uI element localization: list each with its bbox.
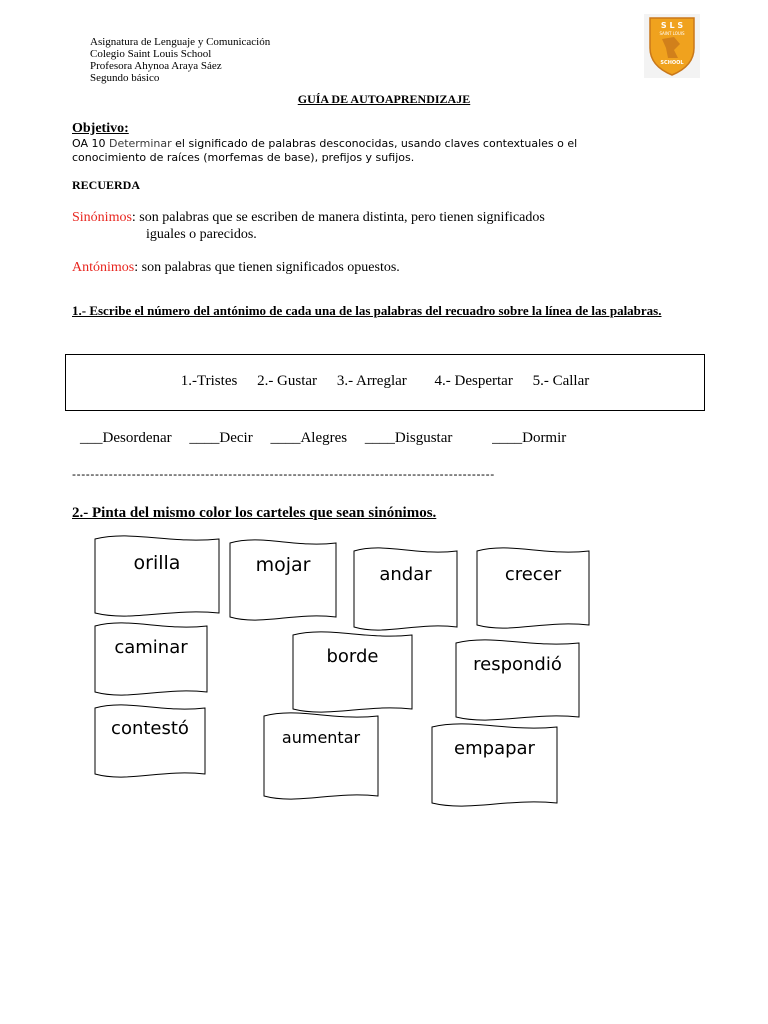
objective-code: OA 10 [72, 137, 106, 150]
school-logo [644, 14, 700, 78]
remember-heading: RECUERDA [72, 178, 141, 192]
blank-word[interactable]: ____Decir [189, 430, 253, 446]
exercise2-instruction: 2.- Pinta del mismo color los carteles que sean sinónimos. [72, 505, 437, 521]
antonyms-term: Antónimos [72, 260, 135, 275]
box-word: 2.- Gustar [257, 373, 318, 389]
box-word: 3.- Arreglar [336, 373, 407, 389]
word-card-label: empapar [454, 738, 535, 759]
word-card[interactable] [476, 546, 590, 630]
blank-word[interactable]: ____Disgustar [364, 430, 453, 446]
word-card[interactable] [263, 711, 379, 801]
teacher-line: Profesora Ahynoa Araya Sáez [90, 60, 222, 72]
word-card-label: orilla [133, 552, 181, 574]
blank-words-row [80, 430, 580, 447]
box-word: 5.- Callar [532, 373, 590, 389]
word-card[interactable] [94, 534, 220, 618]
exercise1-instruction: 1.- Escribe el número del antónimo de cada una de las palabras del recuadro sobre la línea de las palabras. [72, 303, 662, 318]
word-box [65, 354, 705, 411]
box-word: 1.-Tristes [180, 373, 238, 389]
objective-body: el significado de palabras desconocidas, usando claves contextuales o el conocimiento de raíces (morfemas de base), prefijos y sufijos. [72, 137, 578, 164]
svg-text:SAINT LOUIS: SAINT LOUIS [659, 31, 685, 36]
word-card[interactable] [431, 722, 558, 808]
blank-word[interactable]: ____Dormir [492, 430, 567, 446]
word-card[interactable] [94, 621, 208, 697]
word-card-label: aumentar [281, 728, 361, 747]
svg-text:SCHOOL: SCHOOL [660, 60, 684, 66]
synonyms-definition-cont: iguales o parecidos. [146, 227, 257, 242]
word-card-label: crecer [504, 564, 562, 585]
blank-word[interactable]: ___Desordenar [80, 430, 172, 446]
synonyms-text: : son palabras que se escriben de manera distinta, pero tienen significados [131, 210, 545, 225]
antonyms-definition [72, 259, 400, 276]
separator-line: -------------------------------------------------------------------------------------------- [72, 467, 495, 481]
objective-heading: Objetivo: [72, 121, 129, 136]
page-title: GUÍA DE AUTOAPRENDIZAJE [297, 92, 471, 106]
subject-line: Asignatura de Lenguaje y Comunicación [90, 36, 271, 48]
synonyms-definition [72, 209, 545, 226]
box-word: 4.- Despertar [434, 373, 513, 389]
school-line: Colegio Saint Louis School [90, 48, 212, 60]
objective-text [72, 137, 642, 165]
header-info [90, 36, 270, 84]
word-card[interactable] [455, 638, 580, 722]
word-card-label: contestó [111, 718, 189, 739]
blank-word[interactable]: ____Alegres [270, 430, 348, 446]
word-card-label: andar [379, 564, 432, 585]
objective-verb: Determinar [108, 137, 172, 150]
grade-line: Segundo básico [90, 72, 160, 84]
word-card[interactable] [229, 538, 337, 622]
svg-text:S L S: S L S [660, 21, 684, 30]
synonyms-term: Sinónimos [72, 210, 132, 225]
word-card[interactable] [353, 546, 458, 632]
word-card[interactable] [292, 630, 413, 714]
word-card-label: mojar [255, 554, 311, 576]
word-card-label: borde [326, 646, 379, 667]
word-card-label: caminar [114, 637, 188, 658]
word-card-label: respondió [473, 654, 562, 675]
antonyms-text: : son palabras que tienen significados opuestos. [134, 260, 400, 275]
word-card[interactable] [94, 703, 206, 779]
